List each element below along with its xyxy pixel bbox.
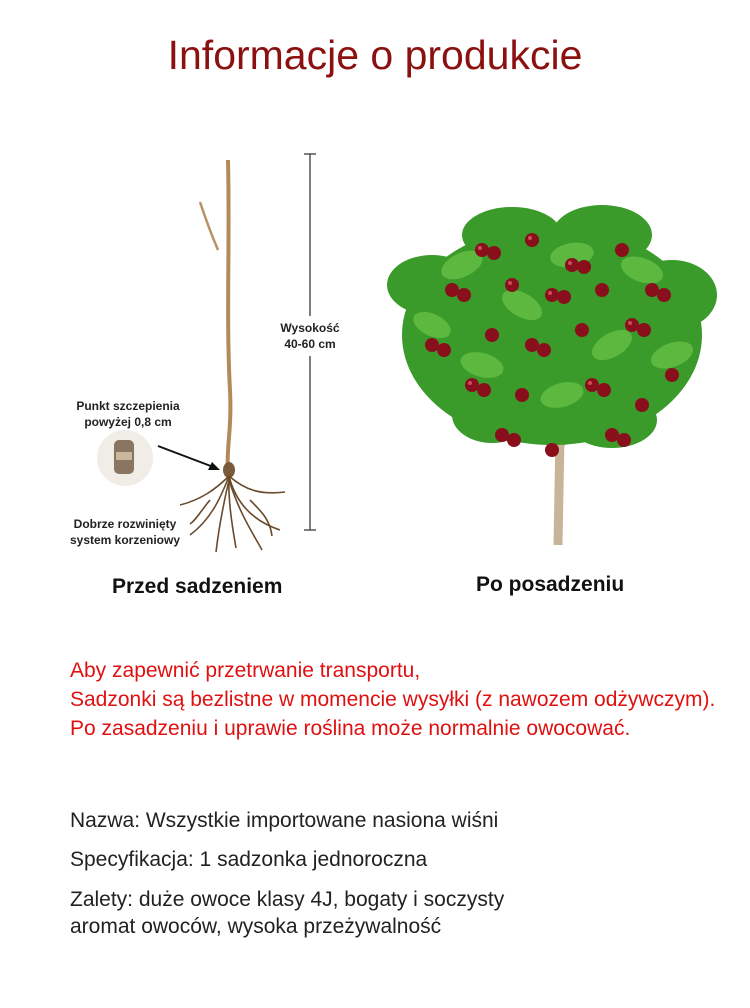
seedling-illustration [40, 140, 370, 560]
transport-notice [70, 656, 730, 743]
after-planting-caption: Po posadzeniu [476, 573, 625, 596]
graft-label [58, 398, 198, 430]
spec-specification: Specyfikacja: 1 sadzonka jednoroczna [70, 848, 428, 871]
notice-line-1: Aby zapewnić przetrwanie transportu, [70, 659, 421, 682]
spec-advantages-line1: Zalety: duże owoce klasy 4J, bogaty i soczysty [70, 888, 505, 911]
before-planting-caption: Przed sadzeniem [112, 575, 283, 598]
graft-label-line1: Punkt szczepienia [76, 399, 180, 413]
height-label-line2: 40-60 cm [284, 337, 336, 351]
cherry-tree-graphic [372, 195, 732, 555]
spec-name: Nazwa: Wszystkie importowane nasiona wiśni [70, 809, 499, 832]
roots-label-line2: system korzeniowy [69, 533, 181, 547]
height-label-line1: Wysokość [280, 321, 340, 335]
notice-line-2: Sadzonki są bezlistne w momencie wysyłki (z nawozem odżywczym). [70, 688, 716, 711]
height-label [272, 320, 348, 352]
spec-advantages-line2: aromat owoców, wysoka przeżywalność [70, 915, 442, 938]
cherry-tree-illustration [372, 195, 732, 555]
roots-label-line1: Dobrze rozwinięty [73, 517, 177, 531]
notice-line-3: Po zasadzeniu i uprawie roślina może normalnie owocować. [70, 717, 631, 740]
page-title: Informacje o produkcie [167, 32, 583, 78]
graft-label-line2: powyżej 0,8 cm [84, 415, 172, 429]
roots-label [50, 516, 200, 548]
spec-advantages [70, 886, 504, 940]
